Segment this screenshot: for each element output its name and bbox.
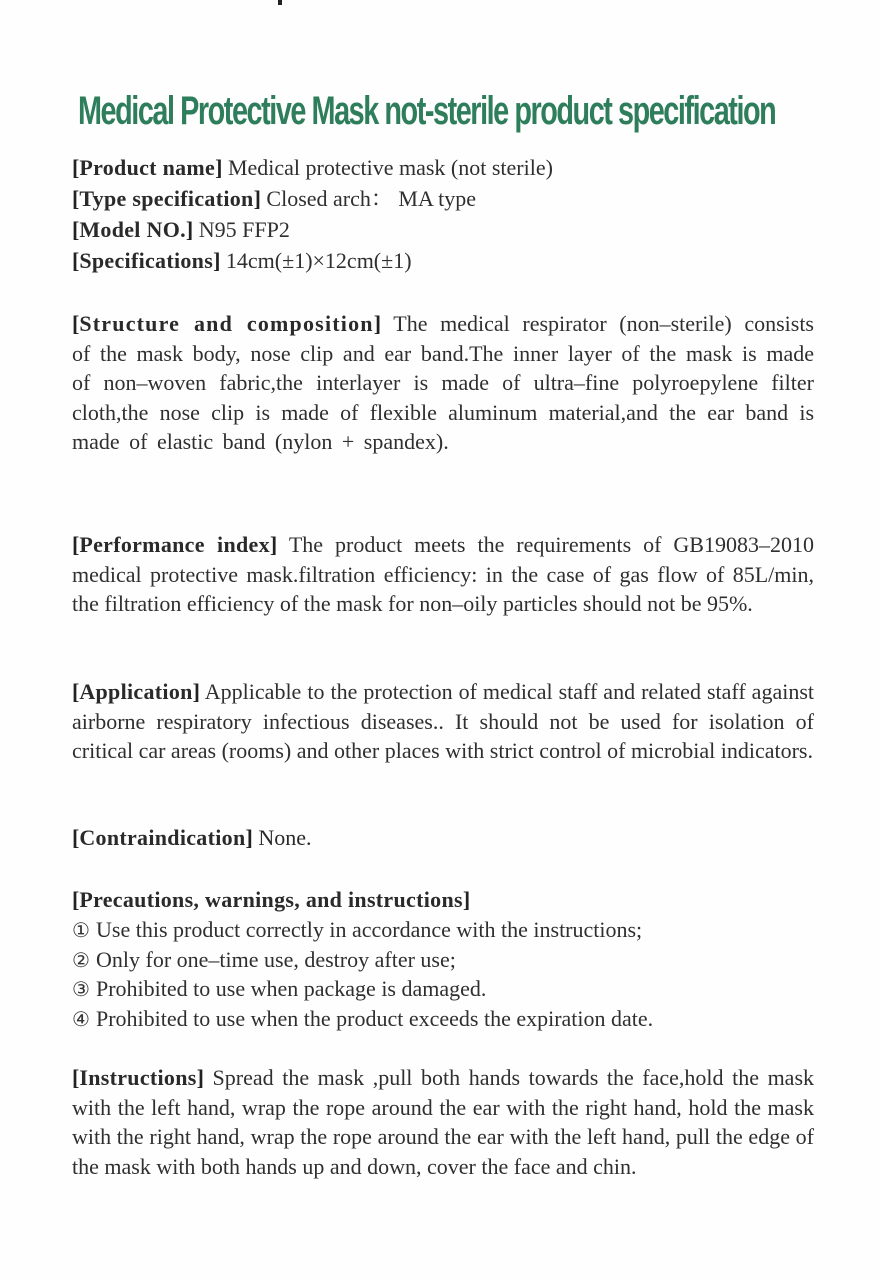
bracket-close: ] xyxy=(269,532,278,557)
spec-value: Closed arch： MA type xyxy=(266,186,477,211)
bracket-open: [ xyxy=(72,217,80,242)
bracket-close: ] xyxy=(215,155,223,180)
bracket-close: ] xyxy=(213,248,221,273)
spec-label: Product name xyxy=(79,155,216,180)
section-text: None. xyxy=(258,825,312,850)
bracket-close: ] xyxy=(185,217,194,242)
bracket-close: ] xyxy=(245,825,253,850)
bracket-open: [ xyxy=(72,311,80,336)
section-application xyxy=(72,677,814,766)
precaution-item xyxy=(72,945,814,975)
section-heading xyxy=(72,884,814,915)
section-text: Applicable to the protection of medical staff and related staff against airborne respiratory infectious diseases.. It should not be used for isolation of critical car areas (rooms) and other places with strict control of microbial indicators. xyxy=(72,679,814,763)
bracket-open: [ xyxy=(72,825,80,850)
section-label: Precautions, warnings, and instructions xyxy=(79,887,463,912)
precaution-item xyxy=(72,915,814,945)
document-title: Medical Protective Mask not-sterile product specification xyxy=(78,89,776,133)
bracket-close: ] xyxy=(253,186,261,211)
scan-mark xyxy=(278,0,282,5)
bracket-close: ] xyxy=(196,1065,204,1090)
section-instructions xyxy=(72,1063,814,1181)
section-precautions xyxy=(72,884,814,1033)
bracket-open: [ xyxy=(72,679,80,704)
circled-number-icon: ① xyxy=(72,918,90,942)
bracket-open: [ xyxy=(72,1065,80,1090)
section-structure xyxy=(72,309,814,457)
circled-number-icon: ③ xyxy=(72,977,90,1001)
spec-product-name xyxy=(72,152,814,183)
precaution-item xyxy=(72,974,814,1004)
spec-specifications xyxy=(72,245,814,276)
spec-list xyxy=(72,152,814,276)
spec-label: Model NO. xyxy=(79,217,186,242)
bracket-open: [ xyxy=(72,186,80,211)
bracket-open: [ xyxy=(72,532,80,557)
section-text: The product meets the requirements of GB19083–2010 medical protective mask.filtration efficiency: in the case of gas flow of 85L/min, the filtration efficiency of the mask for non–oily particles should not be 95%. xyxy=(72,532,814,616)
spec-value: Medical protective mask (not sterile) xyxy=(227,155,553,180)
section-label: Performance index xyxy=(79,532,270,557)
bracket-open: [ xyxy=(72,155,80,180)
bracket-close: ] xyxy=(373,311,382,336)
spec-label: Specifications xyxy=(79,248,214,273)
section-text: Spread the mask ,pull both hands towards the face,hold the mask with the left hand, wrap the rope around the ear with the right hand, hold the mask with the right hand, wrap the rope around the ear with the left hand, pull the edge of the mask with both hands up and down, cover the face and chin. xyxy=(72,1065,815,1179)
precaution-text: Prohibited to use when package is damaged. xyxy=(96,976,487,1001)
precaution-text: Prohibited to use when the product exceeds the expiration date. xyxy=(96,1005,654,1031)
spec-label: Type specification xyxy=(79,186,254,211)
spec-value: N95 FFP2 xyxy=(198,217,290,242)
section-label: Contraindication xyxy=(79,825,246,850)
section-label: Structure and composition xyxy=(79,311,374,336)
section-performance xyxy=(72,530,814,619)
section-label: Application xyxy=(79,679,193,704)
spec-value: 14cm(±1)×12cm(±1) xyxy=(225,248,412,273)
spec-model-no xyxy=(72,214,814,245)
bracket-close: ] xyxy=(192,679,200,704)
precaution-item xyxy=(72,1004,814,1034)
bracket-open: [ xyxy=(72,248,80,273)
precaution-text: Use this product correctly in accordance with the instructions; xyxy=(96,917,643,942)
precaution-text: Only for one–time use, destroy after use; xyxy=(96,946,456,972)
bracket-open: [ xyxy=(72,887,80,912)
section-text: The medical respirator (non–sterile) consists of the mask body, nose clip and ear band.The inner layer of the mask is made of non–woven fabric,the interlayer is made of ultra–fine polyroepylene filter cloth,the nose clip is made of flexible aluminum material,and the ear band is made of elastic band (nylon + spandex). xyxy=(72,311,814,454)
circled-number-icon: ② xyxy=(72,947,90,972)
spec-type-specification xyxy=(72,183,814,214)
bracket-close: ] xyxy=(462,887,471,912)
section-contraindication xyxy=(72,823,814,853)
circled-number-icon: ④ xyxy=(72,1006,90,1031)
section-label: Instructions xyxy=(79,1065,197,1090)
